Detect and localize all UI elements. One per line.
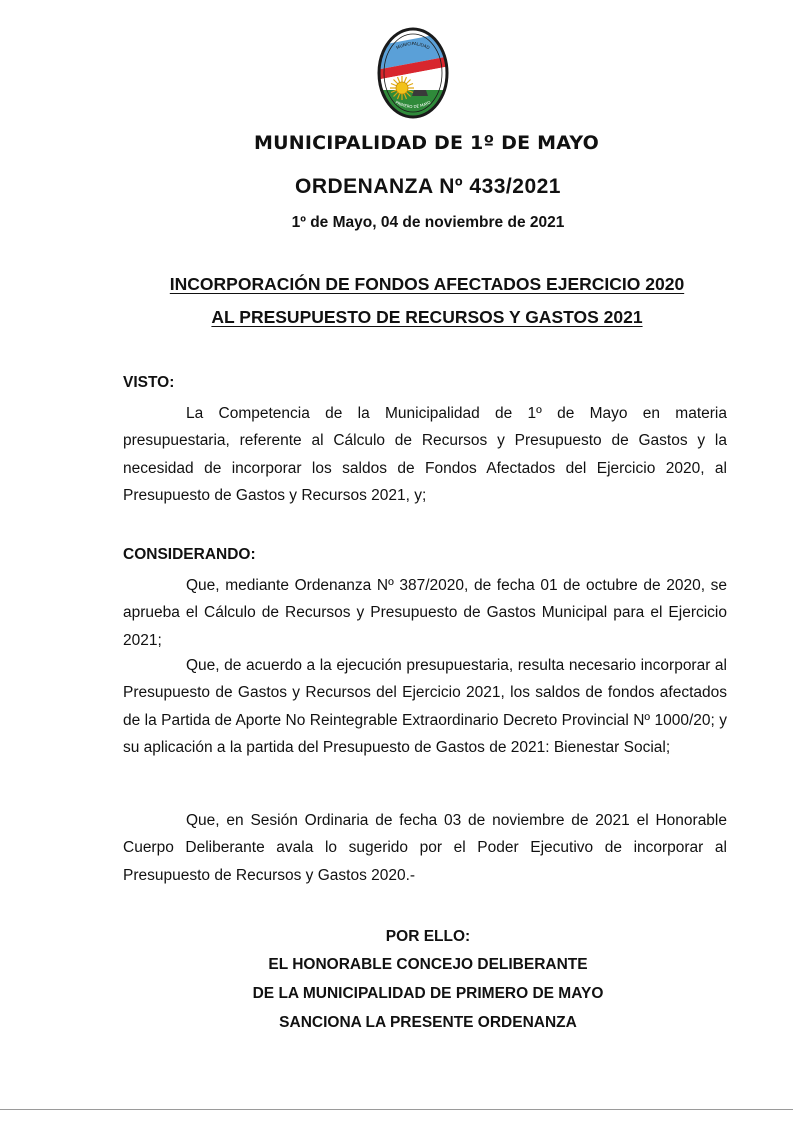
closing-line-2: EL HONORABLE CONCEJO DELIBERANTE — [268, 956, 588, 973]
svg-text:PRIMERO DE MAYO: PRIMERO DE MAYO — [394, 99, 432, 110]
svg-text:MUNICIPALIDAD: MUNICIPALIDAD — [395, 40, 431, 51]
considerando-paragraph-3: Que, en Sesión Ordinaria de fecha 03 de noviembre de 2021 el Honorable Cuerpo Deliberante avala lo sugerido por el Poder Ejecutivo de incorporar al Presupuesto de Recursos y Gastos 2020.- — [123, 812, 727, 884]
ordinance-number: ORDENANZA Nº 433/2021 — [295, 175, 561, 198]
ordinance-date: 1º de Mayo, 04 de noviembre de 2021 — [291, 214, 565, 231]
subject-text-2: AL PRESUPUESTO DE RECURSOS Y GASTOS 2021 — [211, 307, 643, 327]
subject-line-2 — [0, 307, 793, 328]
visto-paragraph: La Competencia de la Municipalidad de 1º de Mayo en materia presupuestaria, referente al Cálculo de Recursos y Presupuesto de Gastos y la necesidad de incorporar los saldos de Fondos Afectados del Ejercicio 2020, al Presupuesto de Gastos y Recursos 2021, y; — [123, 405, 727, 505]
page-bottom-divider — [0, 1109, 793, 1110]
closing-line-4: SANCIONA LA PRESENTE ORDENANZA — [279, 1014, 577, 1031]
subject-text-1: INCORPORACIÓN DE FONDOS AFECTADOS EJERCICIO 2020 — [169, 274, 685, 294]
visto-heading: VISTO: — [123, 374, 175, 391]
considerando-paragraph-1: Que, mediante Ordenanza Nº 387/2020, de fecha 01 de octubre de 2020, se aprueba el Cálculo de Recursos y Presupuesto de Gastos Municipal para el Ejercicio 2021; — [123, 577, 727, 649]
considerando-heading: CONSIDERANDO: — [123, 546, 256, 563]
municipality-title: MUNICIPALIDAD DE 1º DE MAYO — [254, 132, 599, 154]
municipal-seal-logo — [376, 26, 450, 120]
considerando-paragraph-2: Que, de acuerdo a la ejecución presupuestaria, resulta necesario incorporar al Presupuesto de Gastos y Recursos del Ejercicio 2021, los saldos de fondos afectados de la Partida de Aporte No Reintegrable Extraordinario Decreto Provincial Nº 1000/20; y su aplicación a la partida del Presupuesto de Gastos de 2021: Bienestar Social; — [123, 657, 727, 757]
por-ello-line: POR ELLO: — [385, 928, 471, 945]
subject-line-1 — [0, 274, 793, 295]
closing-line-3: DE LA MUNICIPALIDAD DE PRIMERO DE MAYO — [252, 985, 604, 1002]
